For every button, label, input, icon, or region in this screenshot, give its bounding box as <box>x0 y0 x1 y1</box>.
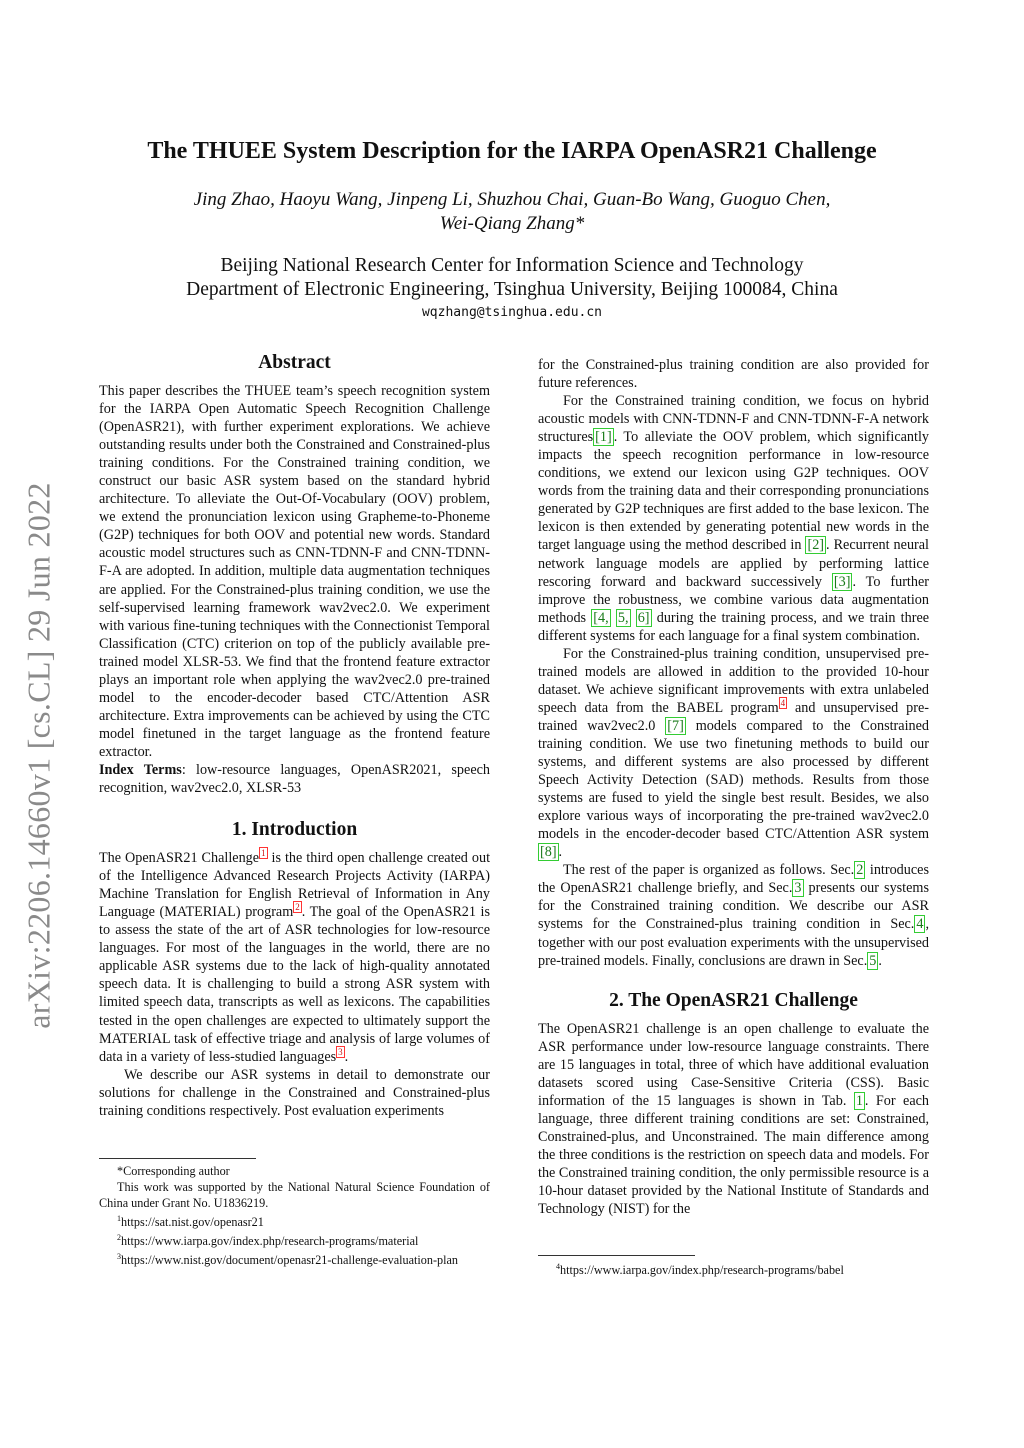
footnote-1-url[interactable]: https://sat.nist.gov/openasr21 <box>121 1215 264 1230</box>
footnote-3-url[interactable]: https://www.nist.gov/document/openasr21-challenge-evaluation-plan <box>121 1253 458 1268</box>
footnote-corresponding: *Corresponding author <box>117 1164 230 1178</box>
footnote-3: $^3$https://www.nist.gov/document/openasr21-challenge-evaluation-plan <box>117 1252 458 1268</box>
footnotes-left <box>99 1163 490 1268</box>
footnote-1: $^1$https://sat.nist.gov/openasr21 <box>117 1214 264 1230</box>
arxiv-stamp: arXiv:2206.14660v1 [cs.CL] 29 Jun 2022 <box>20 481 57 1029</box>
footnote-link-4[interactable]: 4 <box>780 698 786 709</box>
right-paragraph-1: For the Constrained training condition, we focus on hybrid acoustic models with CNN-TDNN-F and CNN-TDNN-F-A network structures [1] . To alleviate the OOV problem, which significantly impacts the speech recognition performance in low-resource conditions, we extend our lexicon using G2P techniques. OOV words from the training data and their corresponding pronunciations generated by G2P techniques are first added to the base lexicon. The lexicon is then extended by generating potential new words in the target language using the method described in [2] . Recurrent neural network language models are applied by performing lattice rescoring forward and backward successively [3] . To further improve the robustness, we combine various data augmentation methods [4, 5, 6] during the training process, and we train three different systems for each language for a final system combination. <box>538 393 930 644</box>
citation-4[interactable]: [4, <box>593 609 609 626</box>
section-2-heading: 2. The OpenASR21 Challenge <box>609 989 858 1011</box>
footnote-link-2[interactable]: 2 <box>295 902 300 913</box>
section-link-5[interactable]: 5 <box>869 952 877 969</box>
citation-7[interactable]: [7] <box>667 717 684 734</box>
right-paragraph-2: For the Constrained-plus training condition, unsupervised pre-trained models are allowed in addition to the provided 10-hour dataset. We achieve significant improvements with extra unlabeled speech data from the BABEL program $^4$ and unsupervised pre-trained wav2vec2.0 [7] models compared to the Constrained training condition. We use two finetuning methods to build our systems, and different systems are also processed by different Speech Activity Detection (SAD) methods. Results from those systems are fused to yield the single best result. Besides, we also explore various ways of incorporating the pre-trained wav2vec2.0 models in the encoder-decoder based CTC/Attention ASR system [8] . <box>538 645 929 861</box>
abstract-heading: Abstract <box>258 352 331 373</box>
footnote-4-url[interactable]: https://www.iarpa.gov/index.php/research-programs/babel <box>560 1263 844 1278</box>
section-link-4[interactable]: 4 <box>916 916 924 933</box>
intro-heading: 1. Introduction <box>231 819 358 841</box>
right-paragraph-0: for the Constrained-plus training condition are also provided for future references. <box>538 357 929 392</box>
paper-title: The THUEE System Description for the IARPA OpenASR21 Challenge <box>147 138 877 164</box>
citation-2[interactable]: [2] <box>807 537 825 554</box>
footnote-2-url[interactable]: https://www.iarpa.gov/index.php/research-programs/material <box>121 1234 419 1249</box>
section-link-2[interactable]: 2 <box>856 862 864 879</box>
abstract-text: This paper describes the THUEE team’s speech recognition system for the IARPA Open Automatic Speech Recognition Challenge (OpenASR21), with further experiment explorations. We achieve outstanding results under both the Constrained and Constrained-plus training conditions. For the Constrained training condition, we construct our basic ASR system based on the standard hybrid architecture. To alleviate the Out-Of-Vocabulary (OOV) problem, we extend the pronunciation lexicon using Grapheme-to-Phoneme (G2P) techniques for both OOV and potential new words. Standard acoustic model structures such as CNN-TDNN-F and CNN-TDNN-F-A are adopted. In addition, multiple data augmentation techniques are applied. For the Constrained-plus training condition, we use the self-supervised learning framework wav2vec2.0. We experiment with various fine-tuning techniques with the Connectionist Temporal Classification (CTC) criterion on top of the publicly available pre-trained model XLSR-53. We find that the frontend feature extractor plays an important role when applying the wav2vec2.0 pre-trained model to the encoder-decoder based CTC/Attention ASR architecture. Extra improvements can be achieved by using the CTC model finetuned in the target language as the frontend feature extractor. <box>99 383 490 760</box>
section-link-3[interactable]: 3 <box>794 880 802 897</box>
affiliation-line-1: Beijing National Research Center for Information Science and Technology <box>220 255 804 276</box>
authors-line-2: Wei-Qiang Zhang* <box>439 213 585 234</box>
footnote-2: $^2$https://www.iarpa.gov/index.php/research-programs/material <box>117 1233 419 1249</box>
right-paragraph-4: The OpenASR21 challenge is an open challenge to evaluate the ASR performance under low-resource language constraints. There are 15 languages in total, three of which have additional evaluation datasets scored using Case-Sensitive Criteria (CSS). Basic information of the 15 languages is shown in Tab. 1 . For each language, three different training conditions are set: Constrained, Constrained-plus, and Unconstrained. The main difference among the three conditions is the restriction on speech data and models. For the Constrained training condition, the only permissible resource is a 10-hour dataset provided by the National Institute of Standards and Technology (NIST) for the <box>538 1020 930 1218</box>
footnote-link-3[interactable]: 3 <box>338 1046 343 1057</box>
footnote-rule-right <box>538 1255 695 1256</box>
citation-8[interactable]: [8] <box>540 844 557 861</box>
right-column <box>538 356 929 1218</box>
intro-paragraph-2: We describe our ASR systems in detail to demonstrate our solutions for challenge in the Constrained and Constrained-plus training conditions respectively. Post evaluation experiments <box>99 1066 490 1119</box>
index-terms-label: Index Terms <box>99 761 182 778</box>
index-terms-text: : low-resource languages, OpenASR2021, speech recognition, wav2vec2.0, XLSR-53 <box>99 761 491 797</box>
affiliation <box>0 254 1024 302</box>
affiliation-line-2: Department of Electronic Engineering, Tsinghua University, Beijing 100084, China <box>186 279 838 300</box>
citation-5[interactable]: 5, <box>617 609 629 626</box>
citation-6[interactable]: 6] <box>637 609 650 626</box>
citation-1[interactable]: [1] <box>595 429 612 446</box>
intro-paragraph-1: The OpenASR21 Challenge $^1$ is the third open challenge created out of the Intelligence Advanced Research Projects Activity (IARPA) Machine Translation for English Retrieval of Information in Any Language (MATERIAL) program $^2$ . The goal of the OpenASR21 is to assess the state of the art of ASR technologies for low-resource languages. For most of the languages in the world, there are no applicable ASR systems due to the lack of high-quality annotated speech data. It is challenging to build a strong ASR system with limited speech data, transcripts as well as lexicons. The capabilities tested in the open challenges are expected to ultimately support the MATERIAL task of effective triage and analysis of large volumes of data in a variety of less-studied languages $^3$ . <box>99 848 491 1065</box>
right-paragraph-3: The rest of the paper is organized as follows. Sec. 2 introduces the OpenASR21 challenge briefly, and Sec. 3 presents our systems for the Constrained training condition. We describe our ASR systems for the Constrained-plus training condition in Sec. 4 , together with our post evaluation experiments with the unsupervised pre-trained models. Finally, conclusions are drawn in Sec. 5 . <box>538 862 929 969</box>
authors-line-1: Jing Zhao, Haoyu Wang, Jinpeng Li, Shuzhou Chai, Guan-Bo Wang, Guoguo Chen, <box>193 189 831 210</box>
footnote-4: $^4$https://www.iarpa.gov/index.php/research-programs/babel <box>556 1262 844 1278</box>
footnote-rule-left <box>99 1158 256 1159</box>
left-column <box>99 352 490 1120</box>
footnote-link-1[interactable]: 1 <box>261 848 266 859</box>
author-email[interactable]: wqzhang@tsinghua.edu.cn <box>421 305 602 320</box>
index-terms <box>99 761 490 797</box>
authors <box>0 188 1024 236</box>
citation-3[interactable]: [3] <box>833 573 851 590</box>
table-link-1[interactable]: 1 <box>855 1092 863 1109</box>
footnotes-right <box>538 1259 929 1278</box>
footnote-funding: This work was supported by the National Natural Science Foundation of China under Grant No. U1836219. <box>99 1180 490 1210</box>
